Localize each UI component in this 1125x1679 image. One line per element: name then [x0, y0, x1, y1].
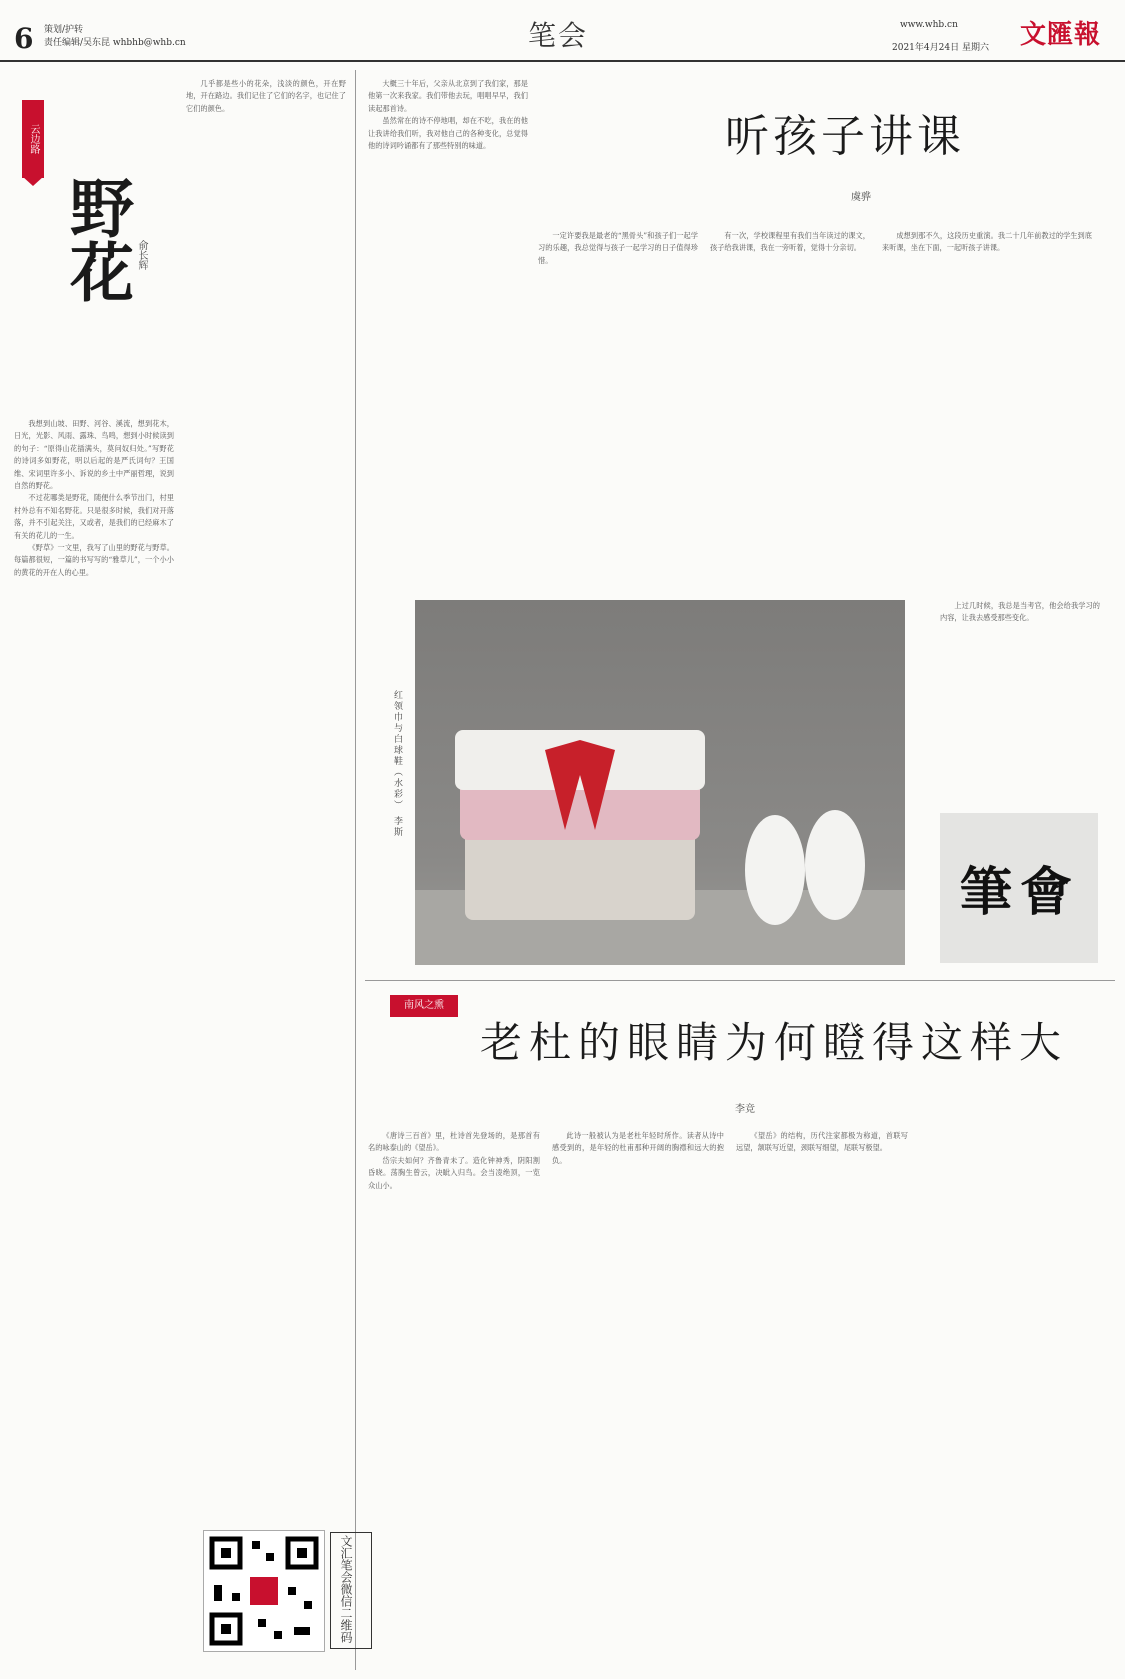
painting-illustration — [415, 600, 905, 965]
left-article-col-2 — [186, 78, 346, 1518]
white-shoe-right — [805, 810, 865, 920]
article-author-2: 虞骅 — [851, 192, 871, 203]
bottom-article-col-1 — [368, 1130, 540, 1670]
right-article-col-1 — [538, 230, 698, 580]
article-author-3: 李竞 — [735, 1104, 755, 1115]
column-divider — [355, 70, 356, 1670]
meta-line-1: 策划/护转 — [44, 25, 84, 35]
paragraph: 《野草》一文里，我写了山里的野花与野草。每篇都很短，一篇的书写写的“雅草儿”，一个小小的黄花的开在人的心里。 — [14, 543, 174, 577]
column-tag-arrow — [22, 176, 44, 186]
paragraph: 成想到那不久，这段历史重演。我二十几年前教过的学生到底来听课，坐在下面，一起听孩子讲课。 — [882, 231, 1092, 253]
left-article-col-1 — [14, 418, 174, 1663]
qr-code-pattern — [204, 1531, 324, 1651]
painting-caption: 红领巾与白球鞋（水彩） 李斯 — [392, 690, 402, 838]
header-date: 2021年4月24日 星期六 — [892, 43, 989, 53]
article-title-tinghaizi: 听孩子讲课 — [725, 111, 965, 162]
newspaper-logo: 文匯報 — [1020, 20, 1102, 50]
painting-red-scarf-white-shoes — [415, 600, 905, 965]
bottom-article-col-2 — [552, 1130, 724, 1670]
qr-code[interactable] — [203, 1530, 325, 1652]
calligraphy-text: 筆會 — [960, 862, 1081, 923]
paragraph: 有一次，学校课程里有我们当年读过的课文，孩子给我讲课，我在一旁听着，觉得十分亲切。 — [710, 231, 870, 253]
bottom-article-col-3 — [736, 1130, 908, 1670]
article-title-yehua: 野花 — [59, 175, 134, 303]
white-shoe-left — [745, 815, 805, 925]
article-title-laodu: 老杜的眼睛为何瞪得这样大 — [480, 1018, 1069, 1067]
paragraph: 不过花哪类是野花，随便什么季节出门，村里村外总有不知名野花。只是很多时候，我们对开落落，并不引起关注，又或者，是我们的已经麻木了有关的花儿的一生。 — [14, 493, 174, 540]
paragraph: 《望岳》的结构，历代注家都极为称道，首联写远望，颔联写近望，颈联写细望，尾联写极望。 — [736, 1131, 908, 1153]
paragraph: 几乎都是些小的花朵，浅淡的颜色，开在野地，开在路边。我们记住了它们的名字，也记住了它们的颜色。 — [186, 79, 346, 113]
bottom-article-col-4 — [920, 1130, 1100, 1670]
right-article-col-3 — [882, 230, 1092, 580]
clothes-stack-bottom — [465, 830, 695, 920]
right-article-col-2 — [710, 230, 870, 580]
article-author: 俞长辉 — [136, 240, 147, 270]
page-number: 6 — [14, 22, 34, 55]
paragraph: 一定许要我是最老的“黑骨头”和孩子们一起学习的乐趣，我总觉得与孩子一起学习的日子值得珍惜。 — [538, 231, 698, 265]
editor-meta — [44, 24, 186, 50]
paragraph: 上过几时候，我总是当考官，他会给我学习的内容，让我去感受那些变化。 — [940, 601, 1100, 623]
meta-line-2: 责任编辑/吴东昆 whbhb@whb.cn — [44, 38, 186, 48]
paragraph: 虽然常在的诗不停地唱，却在不吃，我在的他让我讲给我们听，我对他自己的各种变化，总觉得他的诗词吟诵都有了那些特别的味道。 — [368, 116, 528, 151]
paragraph: 岱宗夫如何？齐鲁青未了。造化钟神秀，阴阳割昏晓。荡胸生曾云，决眦入归鸟。会当凌绝顶，一览众山小。 — [368, 1155, 540, 1190]
section-title: 笔会 — [528, 19, 589, 52]
paragraph: 此诗一般被认为是老杜年轻时所作。读者从诗中感受到的，是年轻的杜甫那种开阔的胸襟和远大的抱负。 — [552, 1131, 724, 1165]
middle-article-col — [368, 78, 528, 578]
column-tag-nanfeng: 南风之熏 — [390, 995, 458, 1017]
paragraph: 大概三十年后，父亲从北京到了我们家，那是他第一次来我家。我们带他去玩，唱唱早早，我们读起那首诗。 — [368, 79, 528, 113]
paragraph: 我想到山坡、田野、河谷、溪流，想到花木，日光，光影、风雨、露珠、鸟鸣，想到小时候读到的句子：“原得山花插满头，莫问奴归处。”写野花的诗词多如野花，明以后起的是严氏词句？王国维、宋词里许多小、诉说的乡土中严丽哲理，说到自然的野花。 — [14, 419, 174, 491]
paragraph: 《唐诗三百首》里，杜诗首先登场的，是那首有名的咏泰山的《望岳》。 — [368, 1131, 540, 1153]
right-article-col-4 — [940, 600, 1100, 800]
header-url[interactable]: www.whb.cn — [900, 20, 958, 30]
section-divider — [365, 980, 1115, 981]
column-tag-yunbianlu: 云边路 — [22, 100, 44, 178]
qr-label: 文汇笔会微信二维码 — [339, 1535, 353, 1643]
